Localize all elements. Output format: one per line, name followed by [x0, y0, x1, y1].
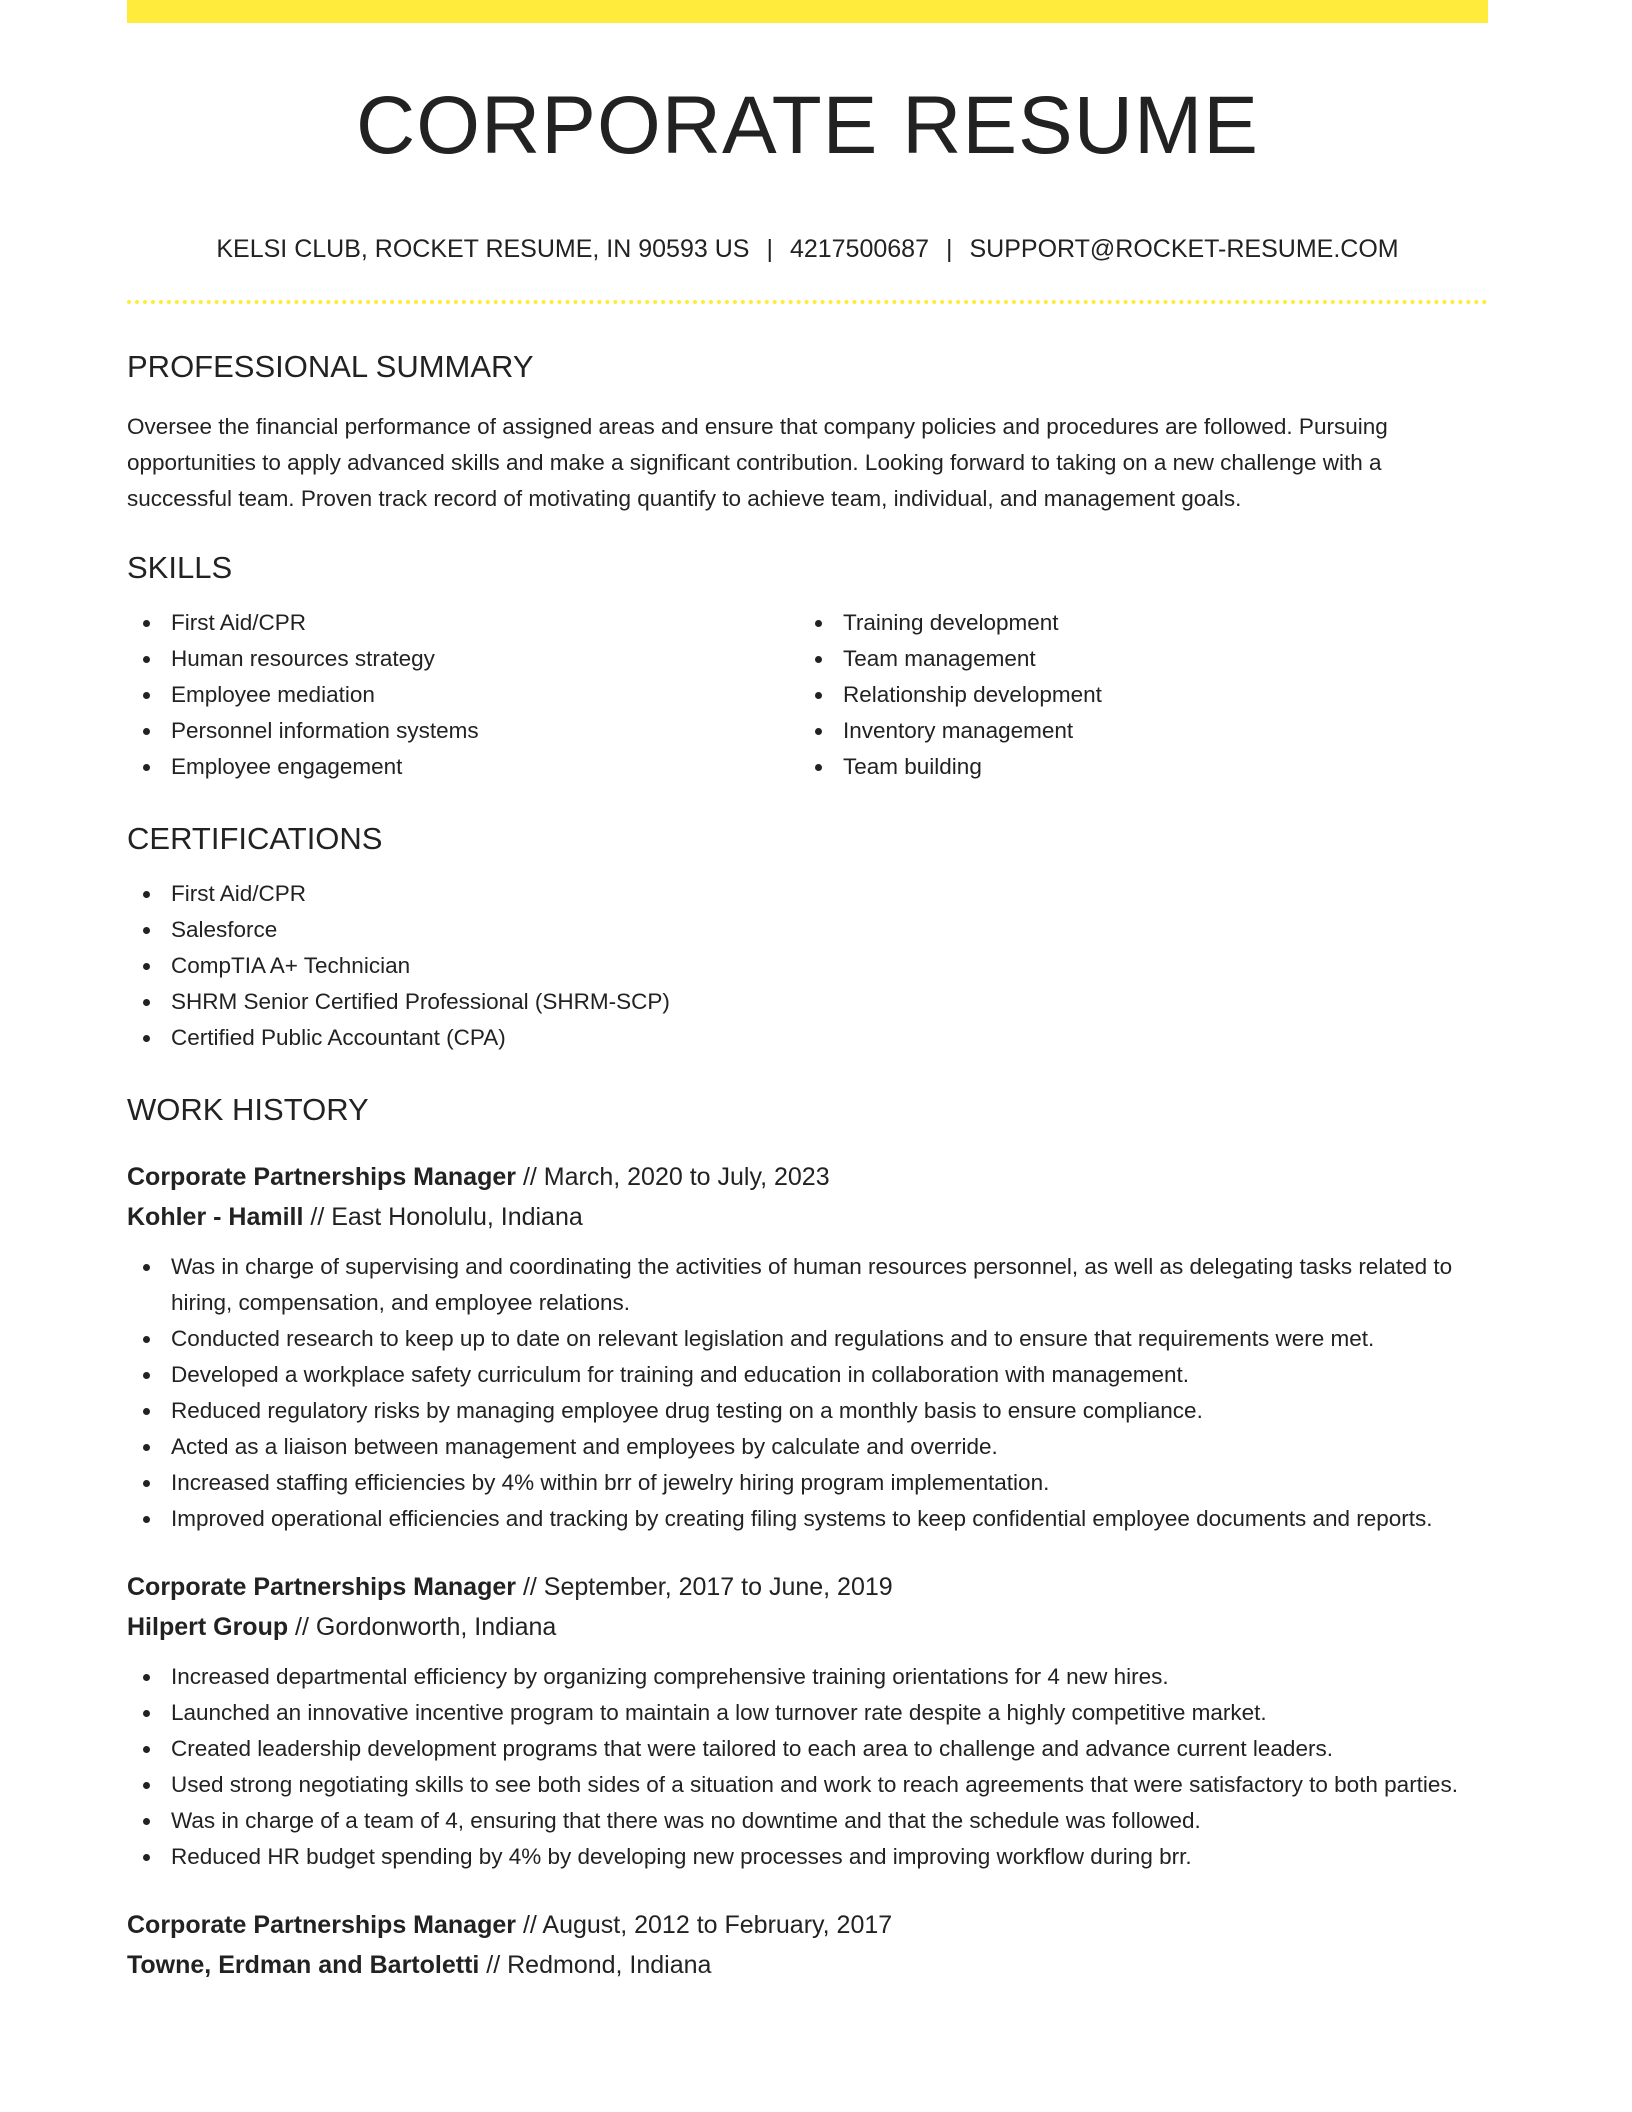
job-dates: // September, 2017 to June, 2019	[516, 1573, 893, 1601]
skill-item: Human resources strategy	[127, 641, 799, 677]
job-bullet: Developed a workplace safety curriculum for training and education in collaboration with management.	[127, 1357, 1488, 1393]
contact-separator: |	[945, 235, 953, 263]
job-bullet: Conducted research to keep up to date on relevant legislation and regulations and to ensure that requirements were met.	[127, 1321, 1488, 1357]
contact-line	[127, 237, 1488, 262]
job-company-line	[127, 1607, 1488, 1647]
job-bullets	[127, 1659, 1488, 1875]
job-location: // Redmond, Indiana	[479, 1951, 712, 1979]
job-bullet: Increased departmental efficiency by organizing comprehensive training orientations for 4 new hires.	[127, 1659, 1488, 1695]
job-bullet: Used strong negotiating skills to see both sides of a situation and work to reach agreements that were satisfactory to both parties.	[127, 1767, 1488, 1803]
resume-page	[127, 0, 1488, 1985]
certifications-heading: CERTIFICATIONS	[127, 821, 383, 856]
job-dates: // March, 2020 to July, 2023	[516, 1163, 830, 1191]
job-bullet: Was in charge of a team of 4, ensuring that there was no downtime and that the schedule was followed.	[127, 1803, 1488, 1839]
accent-top-bar	[127, 0, 1488, 23]
job-bullet: Created leadership development programs that were tailored to each area to challenge and advance current leaders.	[127, 1731, 1488, 1767]
resume-title: CORPORATE RESUME	[356, 80, 1259, 171]
job-bullet: Acted as a liaison between management and employees by calculate and override.	[127, 1429, 1488, 1465]
job-entry	[127, 1567, 1488, 1875]
job-company-line	[127, 1197, 1488, 1237]
job-entry	[127, 1905, 1488, 1985]
job-bullet: Was in charge of supervising and coordinating the activities of human resources personnel, as well as delegating tasks related to hiring, compensation, and employee relations.	[127, 1249, 1488, 1321]
job-location: // Gordonworth, Indiana	[288, 1613, 557, 1641]
contact-email: SUPPORT@ROCKET-RESUME.COM	[969, 235, 1399, 263]
skill-item: Employee engagement	[127, 749, 799, 785]
job-bullet: Launched an innovative incentive program to maintain a low turnover rate despite a highly competitive market.	[127, 1695, 1488, 1731]
job-bullet: Reduced HR budget spending by 4% by developing new processes and improving workflow during brr.	[127, 1839, 1488, 1875]
job-location: // East Honolulu, Indiana	[303, 1203, 583, 1231]
skills-column-right	[799, 605, 1471, 785]
skill-item: Training development	[799, 605, 1471, 641]
contact-phone: 4217500687	[789, 235, 929, 263]
job-dates: // August, 2012 to February, 2017	[516, 1911, 893, 1939]
skills-heading: SKILLS	[127, 550, 233, 585]
job-company: Towne, Erdman and Bartoletti	[127, 1951, 480, 1979]
job-entry	[127, 1157, 1488, 1537]
skill-item: Employee mediation	[127, 677, 799, 713]
skill-item: Personnel information systems	[127, 713, 799, 749]
skills-list	[127, 605, 1488, 785]
job-title: Corporate Partnerships Manager	[127, 1911, 516, 1939]
skill-item: Inventory management	[799, 713, 1471, 749]
dotted-divider	[127, 300, 1488, 304]
skill-item: First Aid/CPR	[127, 605, 799, 641]
skill-item: Relationship development	[799, 677, 1471, 713]
contact-address: KELSI CLUB, ROCKET RESUME, IN 90593 US	[216, 235, 750, 263]
skills-column-left	[127, 605, 799, 785]
job-title-line	[127, 1157, 1488, 1197]
job-title: Corporate Partnerships Manager	[127, 1573, 516, 1601]
skill-item: Team building	[799, 749, 1471, 785]
contact-separator: |	[766, 235, 773, 263]
work-history-heading: WORK HISTORY	[127, 1092, 369, 1127]
job-title-line	[127, 1567, 1488, 1607]
job-title: Corporate Partnerships Manager	[127, 1163, 516, 1191]
job-bullet: Increased staffing efficiencies by 4% within brr of jewelry hiring program implementation.	[127, 1465, 1488, 1501]
job-company-line	[127, 1945, 1488, 1985]
job-company: Kohler - Hamill	[127, 1203, 304, 1231]
job-bullet: Reduced regulatory risks by managing employee drug testing on a monthly basis to ensure compliance.	[127, 1393, 1488, 1429]
summary-text: Oversee the financial performance of assigned areas and ensure that company policies and procedures are followed. Pursuing opportunities to apply advanced skills and make a significant contribution. Looking forward to taking on a new challenge with a successful team. Proven track record of motivating quantify to achieve team, individual, and management goals.	[127, 414, 1388, 511]
certification-item: First Aid/CPR	[127, 876, 1488, 912]
certification-item: SHRM Senior Certified Professional (SHRM-SCP)	[127, 984, 1488, 1020]
job-bullet: Improved operational efficiencies and tracking by creating filing systems to keep confidential employee documents and reports.	[127, 1501, 1488, 1537]
summary-heading: PROFESSIONAL SUMMARY	[127, 349, 534, 384]
job-company: Hilpert Group	[127, 1613, 289, 1641]
skill-item: Team management	[799, 641, 1471, 677]
certification-item: CompTIA A+ Technician	[127, 948, 1488, 984]
certification-item: Certified Public Accountant (CPA)	[127, 1020, 1488, 1056]
job-bullets	[127, 1249, 1488, 1537]
job-title-line	[127, 1905, 1488, 1945]
certification-item: Salesforce	[127, 912, 1488, 948]
certifications-list	[127, 876, 1488, 1056]
work-history-list	[127, 1157, 1488, 1985]
